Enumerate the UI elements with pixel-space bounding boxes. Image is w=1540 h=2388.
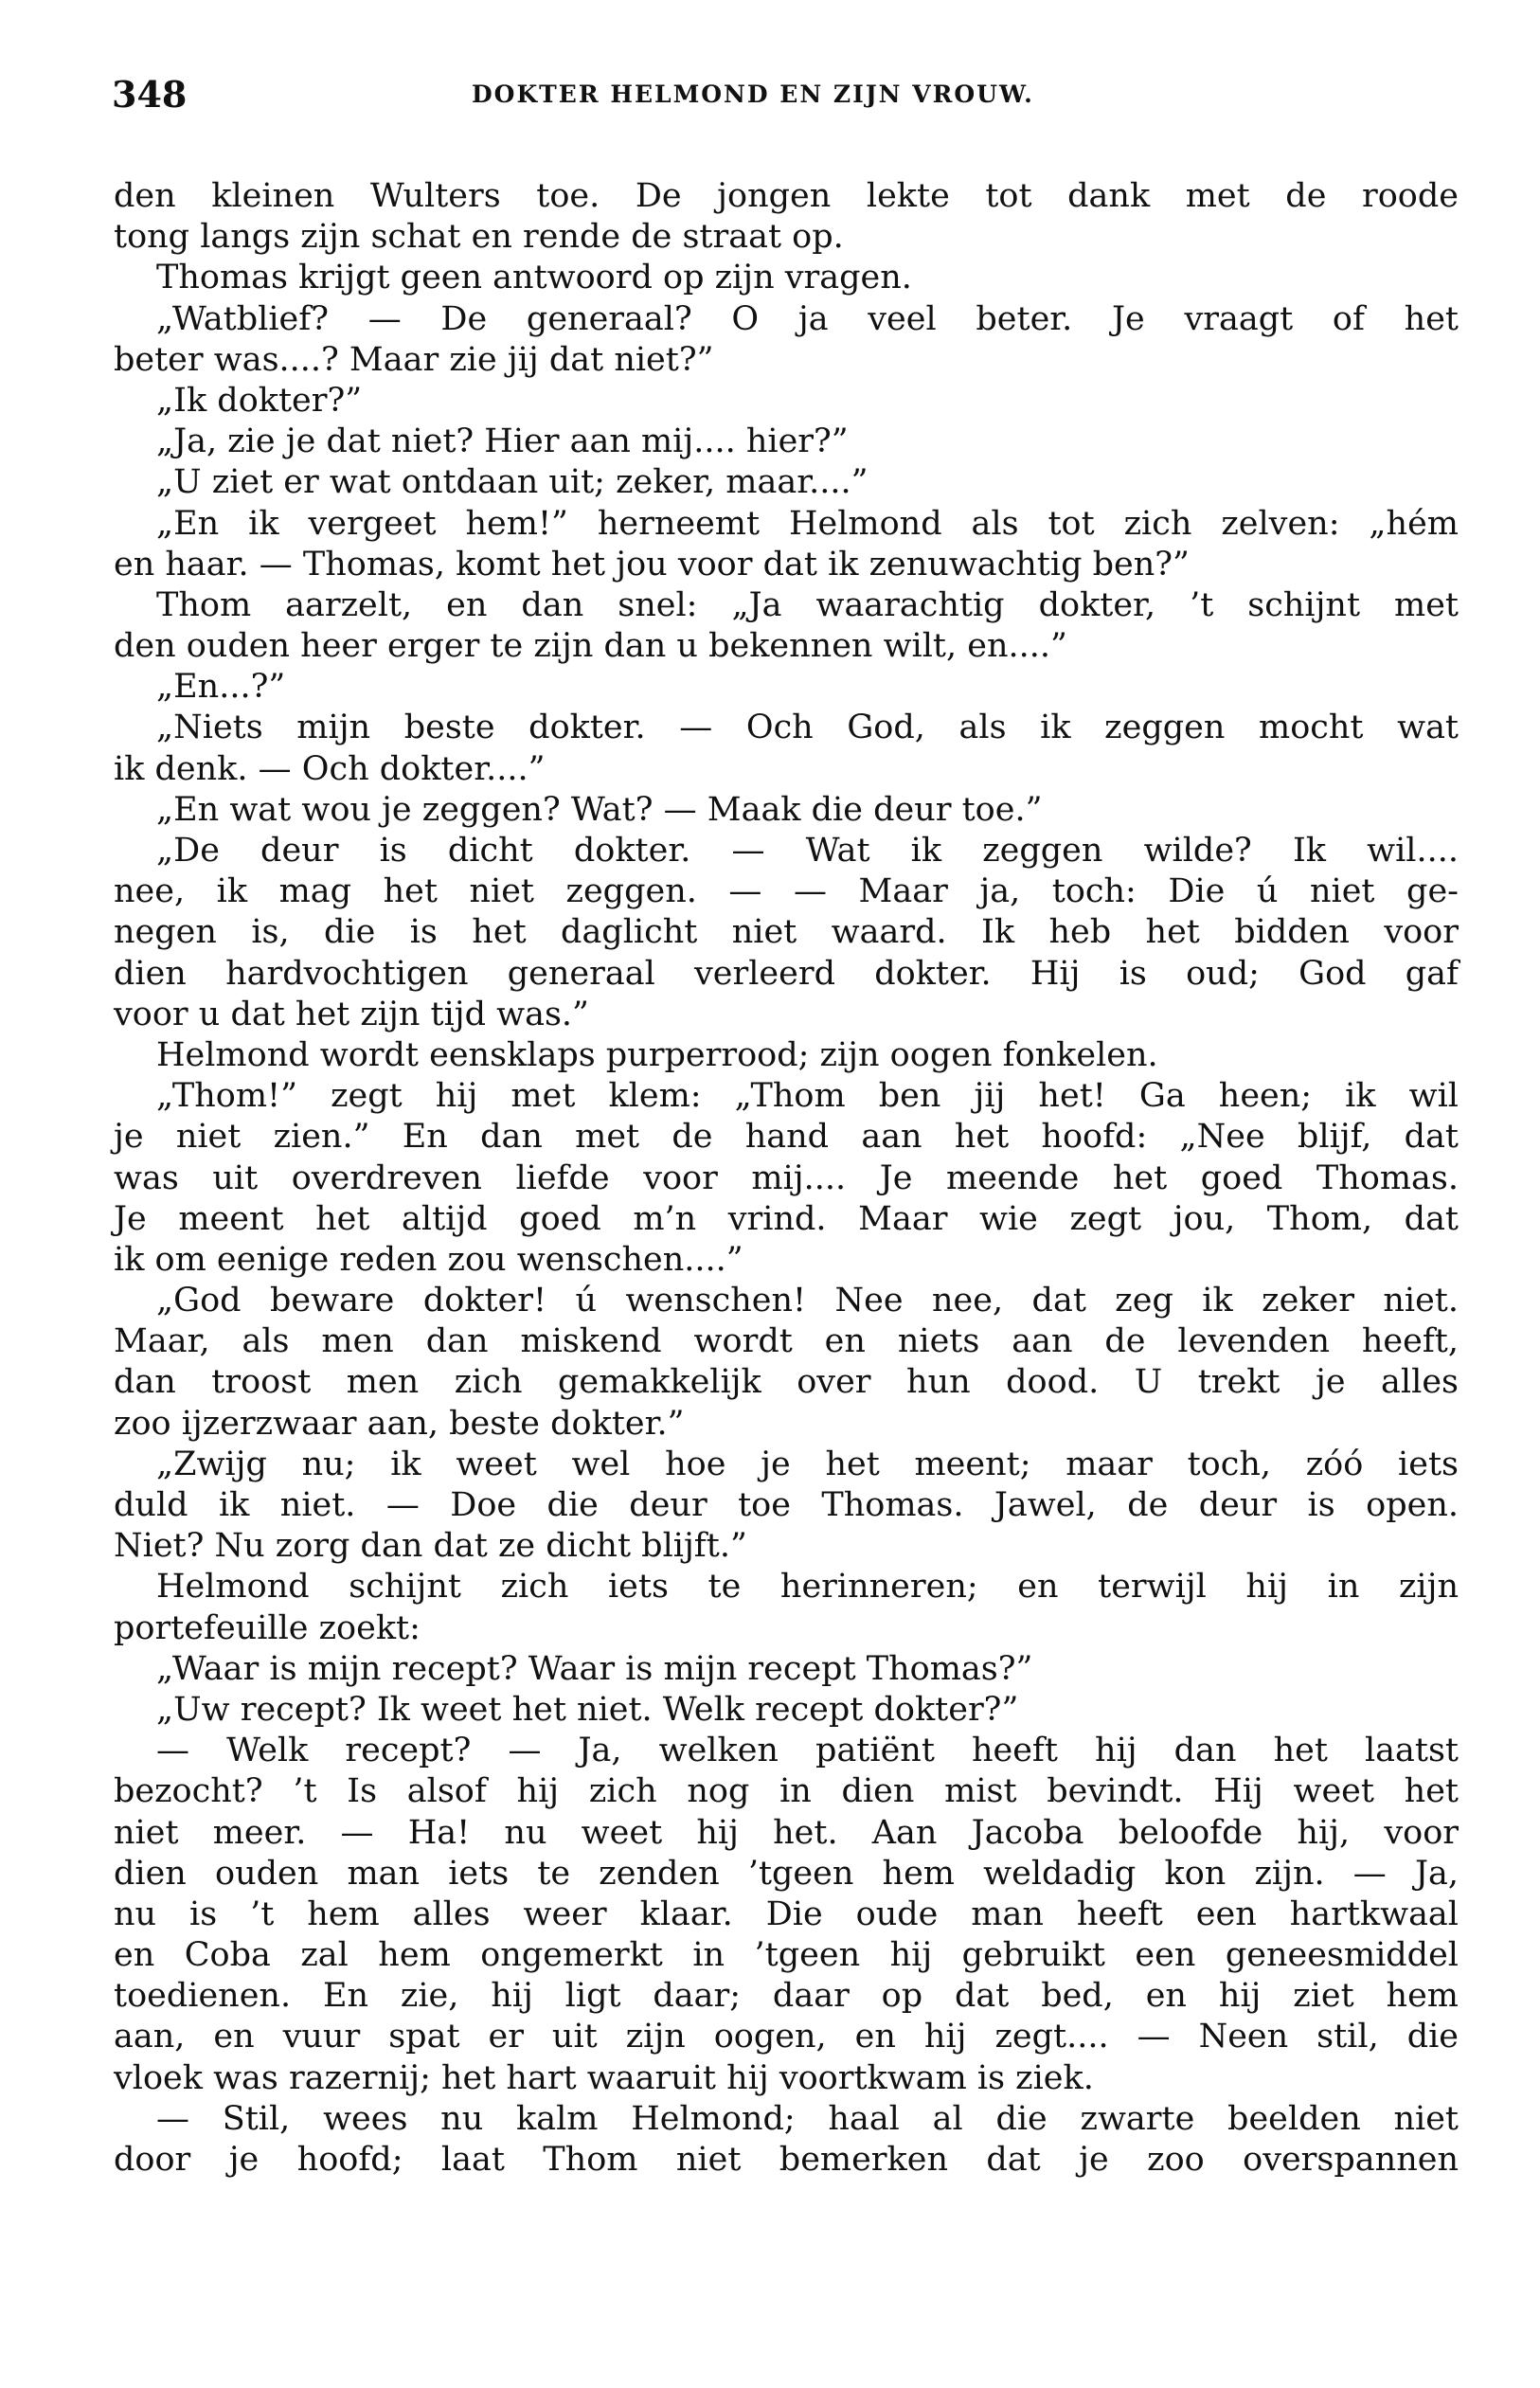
text-line: ik denk. — Och dokter....”: [114, 749, 546, 788]
text-line: portefeuille zoekt:: [114, 1608, 421, 1647]
text-line: ik om eenige reden zou wenschen....”: [114, 1240, 743, 1279]
text-line: den kleinen Wulters toe. De jongen lekte tot dank met de roode: [114, 177, 1459, 215]
text-line: was uit overdreven liefde voor mij.... Je meende het goed Thomas.: [114, 1158, 1459, 1197]
running-title: DOKTER HELMOND EN ZIJN VROUW.: [472, 81, 1034, 108]
text-line: „Thom!” zegt hij met klem: „Thom ben jij het! Ga heen; ik wil: [156, 1077, 1459, 1116]
text-line: Helmond schijnt zich iets te herinneren; en terwijl hij in zijn: [156, 1568, 1459, 1607]
page-number: 348: [112, 73, 188, 116]
text-line: vloek was razernij; het hart waaruit hij voortkwam is ziek.: [114, 2058, 1094, 2097]
text-line: Thom aarzelt, en dan snel: „Ja waarachtig dokter, ’t schijnt met: [156, 585, 1459, 624]
text-line: „U ziet er wat ontdaan uit; zeker, maar....”: [156, 463, 868, 502]
text-line: „Ik dokter?”: [156, 381, 363, 420]
text-line: „En ik vergeet hem!” herneemt Helmond als tot zich zelven: „hém: [156, 504, 1459, 543]
text-line: tong langs zijn schat en rende de straat op.: [114, 218, 844, 257]
text-line: „Ja, zie je dat niet? Hier aan mij.... hier?”: [156, 422, 849, 461]
text-line: „En...?”: [156, 668, 286, 707]
text-line: aan, en vuur spat er uit zijn oogen, en hij zegt.... — Neen stil, die: [114, 2018, 1459, 2056]
text-line: „Watblief? — De generaal? O ja veel beter. Je vraagt of het: [156, 299, 1459, 338]
text-line: — Stil, wees nu kalm Helmond; haal al die zwarte beelden niet: [156, 2099, 1459, 2138]
text-line: dien ouden man iets te zenden ’tgeen hem weldadig kon zijn. — Ja,: [114, 1854, 1459, 1893]
text-line: nu is ’t hem alles weer klaar. Die oude man heeft een hartkwaal: [114, 1894, 1459, 1933]
text-line: den ouden heer erger te zijn dan u bekennen wilt, en....”: [114, 627, 1067, 666]
text-line: door je hoofd; laat Thom niet bemerken dat je zoo overspannen: [114, 2141, 1459, 2179]
text-line: „En wat wou je zeggen? Wat? — Maak die deur toe.”: [156, 790, 1043, 829]
text-line: je niet zien.” En dan met de hand aan het hoofd: „Nee blijf, dat: [114, 1118, 1459, 1157]
text-line: „Uw recept? Ik weet het niet. Welk recept dokter?”: [156, 1690, 1019, 1729]
text-line: voor u dat het zijn tijd was.”: [114, 995, 589, 1033]
text-line: beter was....? Maar zie jij dat niet?”: [114, 340, 714, 379]
text-line: zoo ijzerzwaar aan, beste dokter.”: [114, 1404, 685, 1443]
text-line: Helmond wordt eensklaps purperrood; zijn oogen fonkelen.: [156, 1035, 1158, 1074]
text-line: Thomas krijgt geen antwoord op zijn vragen.: [156, 259, 912, 297]
text-line: niet meer. — Ha! nu weet hij het. Aan Jacoba beloofde hij, voor: [114, 1813, 1459, 1852]
text-line: toedienen. En zie, hij ligt daar; daar op dat bed, en hij ziet hem: [114, 1977, 1459, 2016]
text-line: dien hardvochtigen generaal verleerd dokter. Hij is oud; God gaf: [114, 954, 1459, 993]
text-line: nee, ik mag het niet zeggen. — — Maar ja, toch: Die ú niet ge-: [114, 872, 1459, 911]
text-line: dan troost men zich gemakkelijk over hun dood. U trekt je alles: [114, 1363, 1459, 1402]
text-line: en haar. — Thomas, komt het jou voor dat ik zenuwachtig ben?”: [114, 545, 1190, 584]
text-line: — Welk recept? — Ja, welken patiënt heeft hij dan het laatst: [156, 1732, 1459, 1770]
text-line: Maar, als men dan miskend wordt en niets aan de levenden heeft,: [114, 1322, 1459, 1361]
text-line: „God beware dokter! ú wenschen! Nee nee, dat zeg ik zeker niet.: [156, 1282, 1459, 1320]
text-line: Je meent het altijd goed m’n vrind. Maar wie zegt jou, Thom, dat: [114, 1199, 1459, 1238]
text-line: en Coba zal hem ongemerkt in ’tgeen hij gebruikt een geneesmiddel: [114, 1936, 1459, 1975]
text-line: duld ik niet. — Doe die deur toe Thomas. Jawel, de deur is open.: [114, 1486, 1459, 1524]
page-header: [112, 66, 1457, 123]
text-line: negen is, die is het daglicht niet waard. Ik heb het bidden voor: [114, 913, 1459, 952]
text-line: „De deur is dicht dokter. — Wat ik zeggen wilde? Ik wil....: [156, 832, 1459, 870]
text-line: „Zwijg nu; ik weet wel hoe je het meent; maar toch, zóó iets: [156, 1445, 1459, 1483]
text-line: „Niets mijn beste dokter. — Och God, als ik zeggen mocht wat: [156, 709, 1459, 747]
text-line: „Waar is mijn recept? Waar is mijn recept Thomas?”: [156, 1649, 1033, 1688]
text-line: Niet? Nu zorg dan dat ze dicht blijft.”: [114, 1527, 747, 1566]
body-text: [114, 176, 1459, 2181]
text-line: bezocht? ’t Is alsof hij zich nog in dien mist bevindt. Hij weet het: [114, 1772, 1459, 1811]
